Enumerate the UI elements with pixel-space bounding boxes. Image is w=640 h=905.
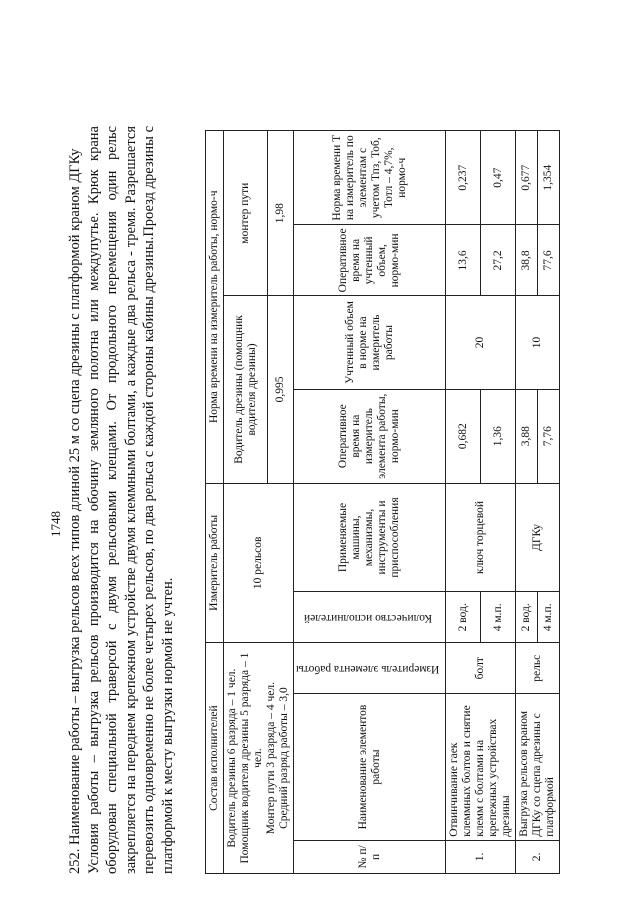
col-tools: Применяемые машины, механизмы, инструменты и приспособления [294, 483, 446, 592]
col-op-time: Оперативное время на измеритель элемента работы, нормо-мин [294, 389, 446, 483]
col-unit: Измеритель элемента работы [294, 643, 446, 694]
page-number: 1748 [48, 511, 63, 537]
row-norm-t: 1,354 [538, 131, 560, 225]
meter-value: 10 рельсов [224, 483, 294, 643]
meter-title: Измеритель работы [206, 483, 224, 643]
row-tools: ключ торцевой [446, 483, 516, 592]
table-row [516, 131, 538, 874]
track-norm-value: 1,98 [268, 131, 294, 296]
row-op-total: 77,6 [538, 225, 560, 296]
row-volume: 20 [446, 296, 516, 389]
row-op-time: 7,76 [538, 389, 560, 483]
row-op-time: 3,88 [516, 389, 538, 483]
row-workers: 4 м.п. [481, 592, 516, 643]
norm-title: Норма времени на измеритель работы, нормо-ч [206, 131, 224, 484]
col-element: Наименование элементов работы [294, 694, 446, 841]
row-unit: рельс [516, 643, 560, 694]
intro-text [66, 126, 177, 874]
col-volume: Учтенный объем в норме на измеритель работы [294, 296, 446, 389]
row-norm-t: 0,677 [516, 131, 538, 225]
norm-table [205, 130, 560, 874]
crew-line: Водитель дрезины 6 разряда – 1 чел. [226, 668, 238, 848]
crew-line: Помощник водителя дрезины 5 разряда – 1 чел. [239, 652, 264, 864]
work-conditions: Условия работы – выгрузка рельсов производится на обочину земляного полотна или междупутье. Крюк крана оборудован специальной траверсой с двумя рельсовыми клещами. От продольного перемещения один рельс закрепляется на переднем крепежном устройстве двумя клеммными болтами, а каждые два рельса - тремя. Разрешается перевозить одновременно не более четырех рельсов, по два рельса с каждой стороны кабины дрезины.Проезд дрезины с платформой к месту выгрузки нормой не учтен. [85, 126, 176, 874]
row-op-time: 1,36 [481, 389, 516, 483]
crew-list [224, 643, 294, 874]
row-unit: болт [446, 643, 516, 694]
row-element: Отвинчивание гаек клеммных болтов и снятие клемм с болтами на крепежных устройствах дрезины [446, 694, 516, 841]
row-workers: 2 вод. [516, 592, 538, 643]
rotated-sheet [40, 120, 600, 880]
row-op-time: 0,682 [446, 389, 481, 483]
row-op-total: 13,6 [446, 225, 481, 296]
row-tools: ДГКу [516, 483, 560, 592]
row-op-total: 38,8 [516, 225, 538, 296]
work-title: 252. Наименование работы – выгрузка рельсов всех типов длиной 25 м со сцепа дрезины с платформой краном ДГКу [67, 148, 83, 874]
row-workers: 2 вод. [446, 592, 481, 643]
col-workers: Количество исполнителей [294, 592, 446, 643]
row-op-total: 27,2 [481, 225, 516, 296]
col-norm-t: Норма времени Т на измеритель по элементам с учетом Тпз, Тоб, Тотл – 4,7%, нормо-ч [294, 131, 446, 225]
row-norm-t: 0,237 [446, 131, 481, 225]
col-num: № п/п [294, 840, 446, 873]
crew-line: Средний разряд работы – 3,0 [278, 687, 290, 829]
track-role: монтер пути [224, 131, 268, 296]
row-num: 2. [516, 840, 560, 873]
row-workers: 4 м.п. [538, 592, 560, 643]
row-volume: 10 [516, 296, 560, 389]
col-op-total: Оперативное время на учтенный объем, нормо-мин [294, 225, 446, 296]
crew-line: Монтер пути 3 разряда – 4 чел. [265, 682, 277, 835]
row-norm-t: 0,47 [481, 131, 516, 225]
crew-title: Состав исполнителей [206, 643, 224, 874]
row-element: Выгрузка рельсов краном ДГКу со сцепа дрезины с платформой [516, 694, 560, 841]
driver-norm-value: 0,995 [268, 296, 294, 483]
table-row [446, 131, 481, 874]
driver-role: Водитель дрезины (помощник водителя дрезины) [224, 296, 268, 483]
row-num: 1. [446, 840, 516, 873]
